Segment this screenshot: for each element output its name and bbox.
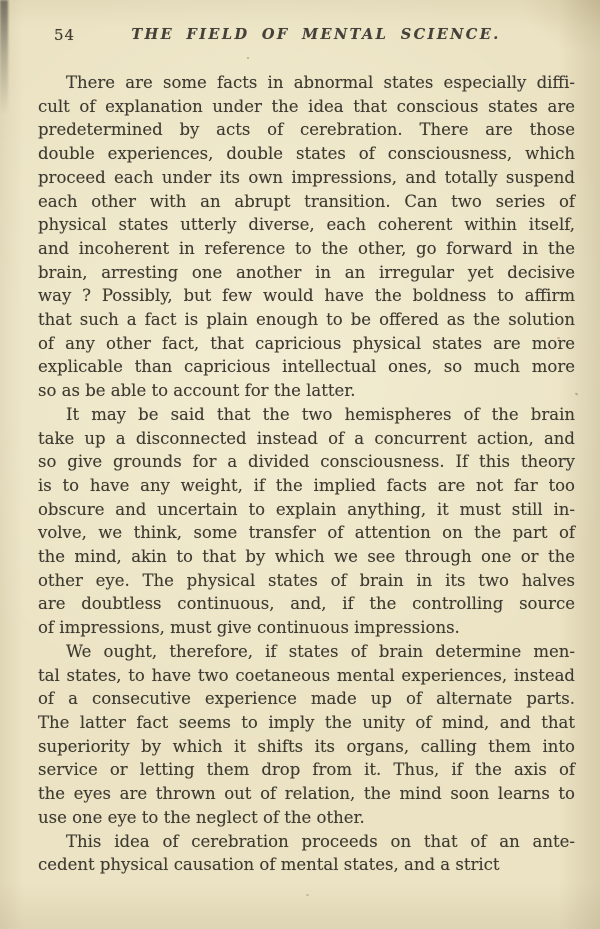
text-line: explicable than capricious intellectual ones, so much more [38,357,575,377]
page-body [38,71,575,877]
text-line: predetermined by acts of cerebration. There are those [38,120,575,140]
text-line: each other with an abrupt transition. Can two series of [38,191,575,211]
text-line: obscure and uncertain to explain anything, it must still in- [38,499,575,519]
text-line: other eye. The physical states of brain in its two halves [38,570,575,590]
text-line: and incoherent in reference to the other, go forward in the [38,238,575,258]
text-line: of any other fact, that capricious physical states are more [38,333,575,353]
text-line: so give grounds for a divided consciousness. If this theory [38,452,575,472]
paragraph [38,640,575,830]
text-line: physical states utterly diverse, each coherent within itself, [38,215,575,235]
text-line: It may be said that the two hemispheres of the brain [66,404,575,424]
text-line: is to have any weight, if the implied facts are not far too [38,475,575,495]
text-line: We ought, therefore, if states of brain determine men- [66,641,575,661]
text-line: proceed each under its own impressions, and totally suspend [38,167,575,187]
text-line: This idea of cerebration proceeds on that of an ante- [66,831,575,851]
scan-speck [575,392,579,395]
paragraph [38,403,575,640]
text-line: the mind, akin to that by which we see through one or the [38,547,575,567]
text-line: There are some facts in abnormal states especially diffi- [66,73,575,92]
text-line: cult of explanation under the idea that conscious states are [38,96,575,116]
text-line: use one eye to the neglect of the other. [38,807,365,827]
text-line: of a consecutive experience made up of alternate parts. [38,689,575,709]
text-line: are doubtless continuous, and, if the controlling source [38,594,575,614]
text-line: tal states, to have two coetaneous mental experiences, instead [38,665,575,685]
text-line: The latter fact seems to imply the unity of mind, and that [38,712,575,732]
running-title: THE FIELD OF MENTAL SCIENCE. [131,26,501,43]
text-line: superiority by which it shifts its organs, calling them into [38,736,575,756]
scan-speck [247,57,249,59]
text-line: service or letting them drop from it. Thus, if the axis of [38,760,575,780]
text-line: that such a fact is plain enough to be offered as the solution [38,310,575,330]
text-line: double experiences, double states of consciousness, which [38,144,575,164]
text-line: take up a disconnected instead of a concurrent action, and [38,428,575,448]
text-line: volve, we think, some transfer of attention on the part of [38,523,575,543]
text-line: the eyes are thrown out of relation, the mind soon learns to [38,784,575,804]
text-line: way ? Possibly, but few would have the boldness to affirm [38,286,575,306]
paragraph [38,830,575,877]
page-header [0,26,600,48]
page-number: 54 [54,26,76,44]
text-line: cedent physical causation of mental states, and a strict [38,855,500,875]
scan-edge-shadow [0,0,8,120]
text-line: so as be able to account for the latter. [38,381,356,401]
paragraph [38,71,575,403]
text-line: of impressions, must give continuous impressions. [38,618,460,638]
text-line: brain, arresting one another in an irregular yet decisive [38,262,575,282]
scan-speck [306,894,309,896]
